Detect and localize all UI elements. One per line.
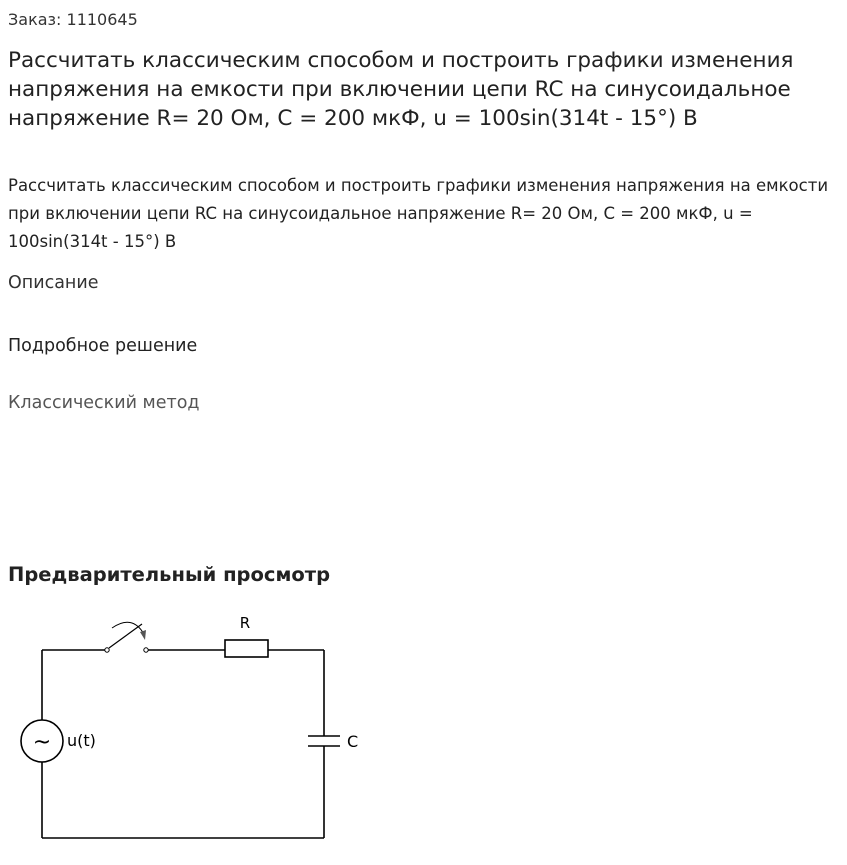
preview-heading: Предварительный просмотр xyxy=(8,563,331,586)
capacitor-label: C xyxy=(347,732,359,751)
order-number: Заказ: 1110645 xyxy=(8,10,138,29)
source-label: u(t) xyxy=(67,731,96,750)
description-section-label: Описание xyxy=(8,273,99,293)
rc-circuit-diagram xyxy=(0,600,400,850)
resistor xyxy=(225,640,268,657)
switch-contact-right xyxy=(144,648,148,652)
page-title: Рассчитать классическим способом и построить графики изменения напряжения на емкости при включении цепи RC на синусоидальное напряжение R= 20 Ом, С = 200 мкФ, u = 100sin(314t - 15°) В xyxy=(8,48,794,131)
task-description: Рассчитать классическим способом и построить графики изменения напряжения на емкости при включении цепи RC на синусоидальное напряжение R= 20 Ом, С = 200 мкФ, u = 100sin(314t - 15°) В xyxy=(8,176,829,251)
resistor-label: R xyxy=(239,614,251,632)
classical-method-label: Классический метод xyxy=(8,393,200,413)
source-symbol: ~ xyxy=(32,730,52,755)
switch-arc-arrow xyxy=(112,622,144,634)
switch-contact-left xyxy=(105,648,109,652)
switch-arrow-head xyxy=(140,630,146,640)
switch-blade xyxy=(109,624,142,648)
detailed-solution-label: Подробное решение xyxy=(8,336,198,356)
